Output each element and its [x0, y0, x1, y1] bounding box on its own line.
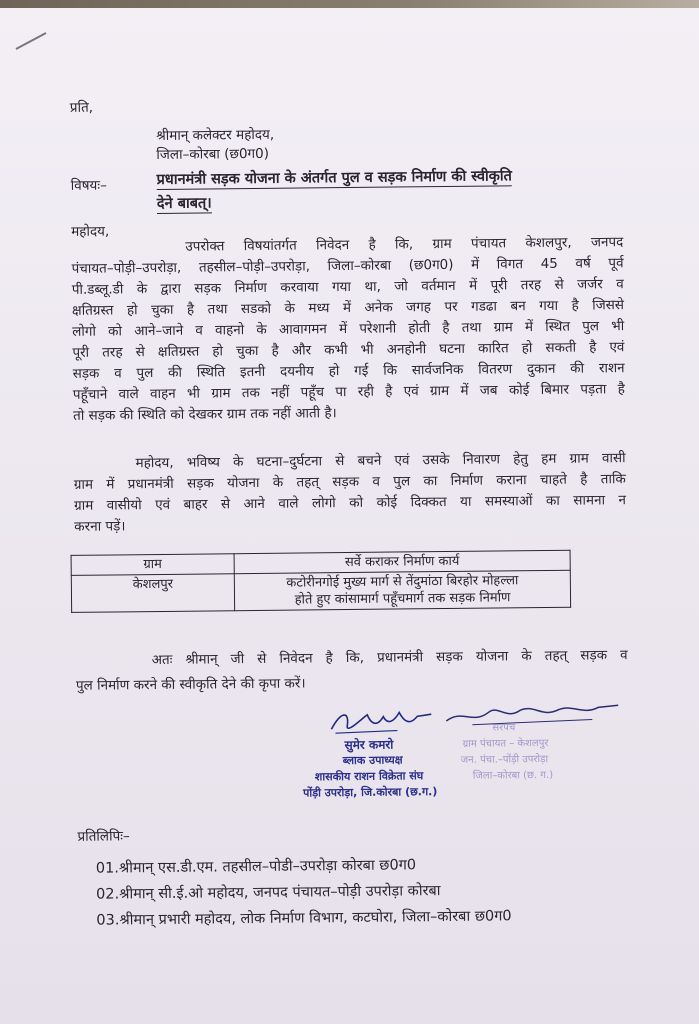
- stamp2-line: ग्राम पंचायत – केशलपुर: [462, 737, 549, 750]
- para1-line: पहूँचाने वाले वाहन भी ग्राम तक नहीं पहूँच पा रही है एवं ग्राम में जब कोई बिमार पड़ता है: [72, 381, 625, 403]
- work-line-2: होते हुए कांसामार्ग पहूँचमार्ग तक सड़क निर्माण: [294, 590, 511, 608]
- subject-text-2: देने बाबत्।: [156, 195, 212, 213]
- para2-line: ग्राम में प्रधानमंत्री सड़क योजना के तहत् सड़क व पुल का निर्माण कराना चाहते है ताकि: [73, 471, 626, 493]
- stamp-designation: ब्लाक उपाध्यक्ष: [342, 753, 403, 768]
- para1-line: लोगो को आने–जाने व वाहनो के आवागमन में परेशानी होती है तथा ग्राम में स्थित पुल भी: [72, 318, 625, 340]
- cc-item: 03.श्रीमान् प्रभारी महोदय, लोक निर्माण विभाग, कटघोरा, जिला–कोरबा छ0ग0: [96, 908, 512, 929]
- table-cell-work: [234, 570, 570, 611]
- stamp2-line: जन. पंचा.–पोंड़ी उपरोड़ा: [460, 753, 549, 766]
- para1-line: पी.डब्लू.डी के द्वारा सड़क निर्माण करवाया गया था, जो वर्तमान में पूरी तरह से जर्जर व: [71, 276, 624, 298]
- para3-line: पुल निर्माण करने की स्वीकृति देने की कृपा करें।: [75, 675, 306, 694]
- signature-right: [442, 697, 622, 733]
- table-row: [71, 570, 570, 612]
- subject-line-2: [157, 195, 212, 213]
- para1-line: पूरी तरह से क्षतिग्रस्त हो चुका है और कभी भी अनहोनी घटना कारित हो सकती है एवं: [72, 339, 625, 361]
- salutation: महोदय,: [71, 223, 110, 240]
- recipient-line-1: श्रीमान् कलेक्टर महोदय,: [156, 126, 275, 145]
- survey-table: [71, 550, 572, 613]
- para2-line: करना पड़ें।: [74, 518, 126, 535]
- cc-item: 01.श्रीमान् एस.डी.एम. तहसील–पोडी–उपरोड़ा कोरबा छ0ग0: [95, 857, 417, 877]
- para1-line: उपरोक्त विषयांतर्गत निवेदन है कि, ग्राम पंचायत केशलपुर, जनपद: [185, 234, 624, 255]
- para1-line: क्षतिग्रस्त हो चुका है तथा सडको के मध्य में अनेक जगह पर गडढा बन गया है जिससे: [71, 297, 625, 319]
- subject-text-1: प्रधानमंत्री सड़क योजना के अंतर्गत पुल व सड़क निर्माण की स्वीकृति: [156, 168, 512, 189]
- para2-line: महोदय, भविष्य के घटना–दुर्घटना से बचने एवं उसके निवारण हेतु हम ग्राम वासी: [135, 450, 626, 472]
- para3-line: अतः श्रीमान् जी से निवेदन है कि, प्रधानमंत्री सड़क योजना के तहत् सड़क व: [151, 647, 628, 669]
- table-header-village: ग्राम: [71, 554, 234, 576]
- para1-line: तो सड़क की स्थिति को देखकर ग्राम तक नहीं आती है।: [73, 405, 337, 424]
- table-cell-village: केशलपुर: [71, 574, 234, 613]
- stamp-location: पोंड़ी उपरोड़ा, जि.कोरबा (छ.ग.): [302, 785, 438, 800]
- subject-line-1: [157, 168, 512, 189]
- stamp-name: सुमेर कमरो: [344, 737, 394, 753]
- cc-item: 02.श्रीमान् सी.ई.ओ महोदय, जनपद पंचायत–पोड़ी उपरोड़ा कोरबा: [96, 883, 441, 903]
- para2-line: ग्राम वासीयो एवं बाहर से आने वाले लोगो को कोई दिक्कत या समस्याओं का सामना न: [73, 492, 627, 514]
- prati-label: प्रति,: [69, 99, 94, 116]
- cc-label: प्रतिलिपिः–: [77, 828, 130, 845]
- recipient-line-2: जिला–कोरबा (छ0ग0): [156, 145, 270, 164]
- stamp-organization: शासकीय राशन विक्रेता संघ: [314, 769, 424, 784]
- signature-left: [327, 704, 437, 741]
- para1-line: सड़क व पुल की स्थिति इतनी दयनीय हो गई कि सार्वजनिक वितरण दुकान की राशन: [72, 360, 625, 382]
- para1-line: पंचायत–पोड़ी–उपरोड़ा, तहसील–पोड़ी–उपरोड़ा, जिला–कोरबा (छ0ग0) में विगत 45 वर्ष पूर्व: [71, 255, 624, 277]
- stamp2-line: सरपंच: [492, 722, 516, 734]
- work-line-1: कटोरीनगोई मुख्य मार्ग से तेंदुमांठा बिरहोर मोहल्ला: [286, 573, 519, 591]
- subject-label: विषयः–: [70, 177, 107, 194]
- stamp2-line: जिला–कोरबा (छ. ग.): [472, 769, 554, 782]
- table-header-work: सर्वे कराकर निर्माण कार्य: [234, 550, 570, 574]
